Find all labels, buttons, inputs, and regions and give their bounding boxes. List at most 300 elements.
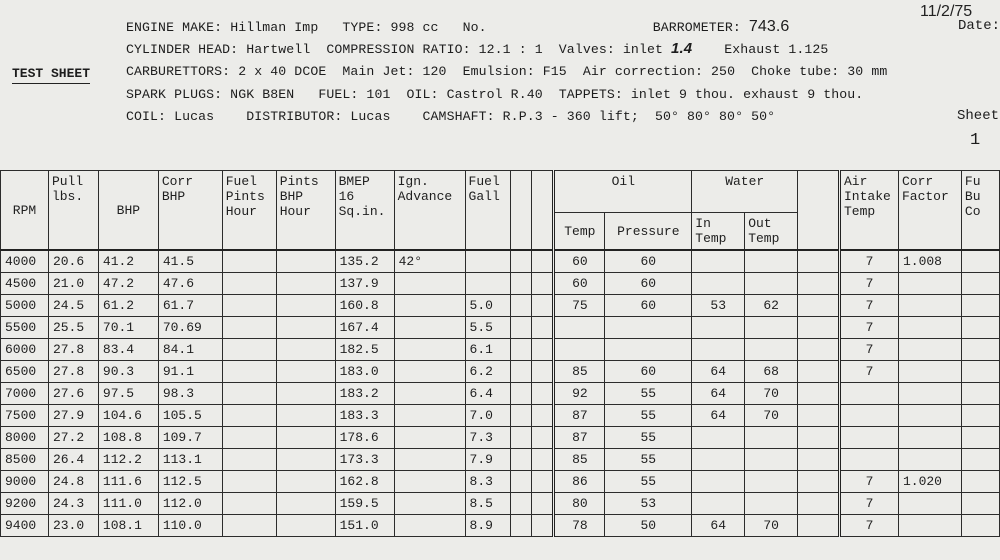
cell-otemp: 60 (554, 250, 605, 273)
date-value: 11/2/75 (920, 3, 973, 20)
type-value: 998 cc (390, 20, 439, 35)
cell-empty (532, 471, 554, 493)
cell-win (692, 339, 745, 361)
cell-pull: 27.6 (48, 383, 98, 405)
table-row (1, 295, 1000, 317)
cell-empty (798, 405, 840, 427)
cell-bmep: 182.5 (335, 339, 394, 361)
cell-win (692, 427, 745, 449)
cell-wout (745, 273, 798, 295)
cell-empty (222, 273, 276, 295)
cell-wout (745, 449, 798, 471)
col-corr-bhp: Corr BHP (158, 171, 222, 251)
cell-pull: 21.0 (48, 273, 98, 295)
cell-bmep: 183.2 (335, 383, 394, 405)
cell-bhp: 108.8 (98, 427, 158, 449)
cell-empty (510, 471, 532, 493)
cell-otemp: 78 (554, 515, 605, 537)
cell-corr: 41.5 (158, 250, 222, 273)
cell-empty (510, 383, 532, 405)
cell-empty (510, 339, 532, 361)
cell-gall: 7.3 (465, 427, 510, 449)
carb-line (126, 64, 887, 79)
cell-bhp: 108.1 (98, 515, 158, 537)
col-water: Water (692, 171, 798, 213)
cell-bhp: 47.2 (98, 273, 158, 295)
cell-corr: 112.5 (158, 471, 222, 493)
cell-empty (532, 449, 554, 471)
cell-win (692, 449, 745, 471)
cell-empty (276, 449, 335, 471)
cell-rpm: 9400 (1, 515, 49, 537)
col-rpm: RPM (1, 171, 49, 251)
cell-rpm: 6000 (1, 339, 49, 361)
cell-otemp: 85 (554, 361, 605, 383)
table-row (1, 273, 1000, 295)
cell-empty (961, 317, 999, 339)
cell-opress (605, 339, 692, 361)
cell-bhp: 97.5 (98, 383, 158, 405)
cell-wout: 68 (745, 361, 798, 383)
cell-otemp: 87 (554, 405, 605, 427)
barometer-label: BARROMETER: (652, 20, 741, 35)
cell-air (840, 383, 899, 405)
cell-pull: 27.8 (48, 339, 98, 361)
table-row (1, 383, 1000, 405)
cell-empty (510, 515, 532, 537)
cell-otemp: 60 (554, 273, 605, 295)
cell-opress: 60 (605, 295, 692, 317)
coil-line (126, 109, 775, 124)
cell-pull: 24.8 (48, 471, 98, 493)
cell-air: 7 (840, 250, 899, 273)
cell-bmep: 178.6 (335, 427, 394, 449)
cell-rpm: 5000 (1, 295, 49, 317)
col-fuel-bu: Fu Bu Co (961, 171, 999, 251)
cell-air: 7 (840, 273, 899, 295)
cell-empty (222, 250, 276, 273)
cell-empty (222, 383, 276, 405)
cell-opress: 55 (605, 427, 692, 449)
cell-rpm: 5500 (1, 317, 49, 339)
cell-empty (961, 295, 999, 317)
cell-opress: 60 (605, 361, 692, 383)
cyl-head-label: CYLINDER HEAD: (126, 42, 239, 57)
cell-pull: 27.2 (48, 427, 98, 449)
air-correction: Air correction: 250 (582, 64, 736, 79)
cell-win (692, 273, 745, 295)
valves-exhaust: Exhaust 1.125 (724, 42, 829, 57)
cell-empty (798, 317, 840, 339)
barometer-value: 743.6 (748, 18, 790, 35)
cell-rpm: 8500 (1, 449, 49, 471)
cell-cf: 1.008 (898, 250, 961, 273)
cell-win (692, 250, 745, 273)
col-air-intake: Air Intake Temp (840, 171, 899, 251)
cell-empty (222, 471, 276, 493)
cell-otemp (554, 339, 605, 361)
type-label: TYPE: (342, 20, 383, 35)
sheet-label: Sheet (957, 108, 1000, 124)
cell-ign (394, 361, 465, 383)
cell-empty (532, 427, 554, 449)
cell-wout (745, 427, 798, 449)
cell-wout (745, 493, 798, 515)
cell-air: 7 (840, 295, 899, 317)
cell-bhp: 111.6 (98, 471, 158, 493)
cell-empty (222, 515, 276, 537)
cell-ign (394, 471, 465, 493)
cell-opress: 55 (605, 383, 692, 405)
cell-pull: 24.5 (48, 295, 98, 317)
cell-gall (465, 250, 510, 273)
cell-rpm: 9000 (1, 471, 49, 493)
cell-empty (798, 361, 840, 383)
cell-opress: 60 (605, 250, 692, 273)
cell-bmep: 183.3 (335, 405, 394, 427)
cell-pull: 27.9 (48, 405, 98, 427)
cell-empty (798, 250, 840, 273)
cell-corr: 61.7 (158, 295, 222, 317)
cell-empty (222, 427, 276, 449)
cell-win (692, 493, 745, 515)
cell-opress: 55 (605, 471, 692, 493)
col-blank-1 (510, 171, 532, 251)
date-label: Date: (958, 18, 1000, 34)
cell-air: 7 (840, 361, 899, 383)
col-blank-3 (798, 171, 840, 251)
carb-value: 2 x 40 DCOE (238, 64, 327, 79)
cell-empty (222, 405, 276, 427)
cell-empty (532, 383, 554, 405)
valves-label: Valves: (558, 42, 615, 57)
cell-ign (394, 427, 465, 449)
cell-empty (532, 515, 554, 537)
engine-line (126, 18, 789, 36)
main-jet: Main Jet: 120 (342, 64, 447, 79)
cell-empty (798, 493, 840, 515)
table-row (1, 405, 1000, 427)
cell-bmep: 137.9 (335, 273, 394, 295)
cell-gall: 6.1 (465, 339, 510, 361)
cell-empty (510, 427, 532, 449)
engine-make-label: ENGINE MAKE: (126, 20, 223, 35)
cell-ign (394, 383, 465, 405)
page-title: TEST SHEET (12, 66, 90, 84)
valves-inlet-value: 1.4 (671, 40, 693, 57)
cell-gall: 6.2 (465, 361, 510, 383)
cell-empty (532, 493, 554, 515)
cell-rpm: 7000 (1, 383, 49, 405)
cell-bhp: 83.4 (98, 339, 158, 361)
cell-cf (898, 493, 961, 515)
cell-corr: 105.5 (158, 405, 222, 427)
cell-win: 64 (692, 383, 745, 405)
cell-empty (276, 427, 335, 449)
carb-label: CARBURETTORS: (126, 64, 231, 79)
cell-opress: 55 (605, 405, 692, 427)
cell-empty (961, 361, 999, 383)
cell-empty (798, 383, 840, 405)
cell-empty (276, 295, 335, 317)
cell-corr: 110.0 (158, 515, 222, 537)
distributor: DISTRIBUTOR: Lucas (246, 109, 391, 124)
cell-empty (510, 405, 532, 427)
cell-cf (898, 427, 961, 449)
cell-cf (898, 515, 961, 537)
cell-opress: 60 (605, 273, 692, 295)
cell-gall: 8.3 (465, 471, 510, 493)
coil: COIL: Lucas (126, 109, 215, 124)
cell-air (840, 405, 899, 427)
col-pull: Pull lbs. (48, 171, 98, 251)
cell-gall: 5.0 (465, 295, 510, 317)
cell-empty (222, 339, 276, 361)
cell-ign: 42° (394, 250, 465, 273)
col-bhp: BHP (98, 171, 158, 251)
valves-inlet-label: inlet (622, 42, 663, 57)
cell-empty (532, 361, 554, 383)
cell-bhp: 111.0 (98, 493, 158, 515)
cell-empty (532, 405, 554, 427)
cell-pull: 25.5 (48, 317, 98, 339)
cell-empty (222, 317, 276, 339)
cell-ign (394, 493, 465, 515)
cell-gall: 7.0 (465, 405, 510, 427)
cell-wout: 62 (745, 295, 798, 317)
cell-gall: 8.9 (465, 515, 510, 537)
table-row (1, 339, 1000, 361)
cell-empty (961, 250, 999, 273)
table-row (1, 471, 1000, 493)
cell-otemp: 85 (554, 449, 605, 471)
cell-corr: 70.69 (158, 317, 222, 339)
cell-rpm: 4500 (1, 273, 49, 295)
cylinder-line (126, 40, 828, 57)
cell-otemp: 75 (554, 295, 605, 317)
col-corr-factor: Corr Factor (898, 171, 961, 251)
col-oil-pressure: Pressure (605, 213, 692, 251)
compression-value: 12.1 : 1 (478, 42, 543, 57)
col-bmep: BMEP 16 Sq.in. (335, 171, 394, 251)
table-row (1, 493, 1000, 515)
cell-empty (532, 317, 554, 339)
col-blank-2 (532, 171, 554, 251)
tappets: TAPPETS: inlet 9 thou. exhaust 9 thou. (558, 87, 864, 102)
cell-pull: 23.0 (48, 515, 98, 537)
choke-tube: Choke tube: 30 mm (751, 64, 888, 79)
cell-empty (276, 250, 335, 273)
cell-empty (222, 361, 276, 383)
cell-pull: 27.8 (48, 361, 98, 383)
cell-ign (394, 405, 465, 427)
cell-otemp: 86 (554, 471, 605, 493)
cell-wout: 70 (745, 405, 798, 427)
cell-ign (394, 295, 465, 317)
cell-ign (394, 515, 465, 537)
cell-opress: 53 (605, 493, 692, 515)
col-fuel-gall: Fuel Gall (465, 171, 510, 251)
spark-plugs: SPARK PLUGS: NGK B8EN (126, 87, 295, 102)
cell-wout (745, 250, 798, 273)
cell-bmep: 135.2 (335, 250, 394, 273)
cell-gall (465, 273, 510, 295)
cell-empty (532, 339, 554, 361)
cell-empty (961, 515, 999, 537)
cell-cf (898, 361, 961, 383)
cell-empty (276, 273, 335, 295)
cell-rpm: 6500 (1, 361, 49, 383)
cell-cf: 1.020 (898, 471, 961, 493)
cell-air: 7 (840, 317, 899, 339)
cell-cf (898, 449, 961, 471)
cell-empty (798, 295, 840, 317)
cell-empty (276, 471, 335, 493)
cell-empty (961, 493, 999, 515)
cell-empty (961, 449, 999, 471)
col-ign: Ign. Advance (394, 171, 465, 251)
cell-rpm: 8000 (1, 427, 49, 449)
cell-bmep: 162.8 (335, 471, 394, 493)
cell-opress (605, 317, 692, 339)
cell-empty (961, 471, 999, 493)
col-water-out: Out Temp (745, 213, 798, 251)
cell-opress: 50 (605, 515, 692, 537)
cell-ign (394, 317, 465, 339)
cell-empty (532, 295, 554, 317)
cell-bhp: 90.3 (98, 361, 158, 383)
cell-wout (745, 471, 798, 493)
cell-win (692, 471, 745, 493)
sheet-number: 1 (970, 131, 981, 150)
cell-corr: 84.1 (158, 339, 222, 361)
cell-win (692, 317, 745, 339)
cell-empty (510, 295, 532, 317)
cell-gall: 6.4 (465, 383, 510, 405)
cell-pull: 20.6 (48, 250, 98, 273)
table-row (1, 317, 1000, 339)
cell-air: 7 (840, 515, 899, 537)
cell-ign (394, 449, 465, 471)
cell-empty (798, 427, 840, 449)
cell-rpm: 9200 (1, 493, 49, 515)
col-pints-bhp: Pints BHP Hour (276, 171, 335, 251)
cyl-head: Hartwell (246, 42, 311, 57)
cell-empty (798, 471, 840, 493)
cell-otemp: 80 (554, 493, 605, 515)
cell-bmep: 160.8 (335, 295, 394, 317)
cell-win: 53 (692, 295, 745, 317)
cell-empty (961, 427, 999, 449)
cell-bmep: 173.3 (335, 449, 394, 471)
cell-empty (510, 361, 532, 383)
cell-bhp: 70.1 (98, 317, 158, 339)
cell-cf (898, 317, 961, 339)
cell-empty (798, 339, 840, 361)
cell-cf (898, 295, 961, 317)
cell-bmep: 167.4 (335, 317, 394, 339)
table-row (1, 449, 1000, 471)
cell-otemp: 92 (554, 383, 605, 405)
cell-cf (898, 405, 961, 427)
cell-empty (961, 273, 999, 295)
cell-otemp (554, 317, 605, 339)
cell-cf (898, 339, 961, 361)
cell-empty (276, 361, 335, 383)
cell-air (840, 449, 899, 471)
cell-wout (745, 339, 798, 361)
cell-air: 7 (840, 471, 899, 493)
cell-empty (510, 493, 532, 515)
table-row (1, 515, 1000, 537)
sheet-header (0, 0, 1000, 160)
cell-corr: 112.0 (158, 493, 222, 515)
table-row (1, 427, 1000, 449)
cell-ign (394, 339, 465, 361)
cell-empty (798, 449, 840, 471)
cell-empty (276, 493, 335, 515)
camshaft: CAMSHAFT: R.P.3 - 360 lift; (422, 109, 639, 124)
cell-gall: 8.5 (465, 493, 510, 515)
cell-empty (961, 405, 999, 427)
cell-empty (222, 449, 276, 471)
table-row (1, 361, 1000, 383)
cell-pull: 24.3 (48, 493, 98, 515)
cell-pull: 26.4 (48, 449, 98, 471)
cell-win: 64 (692, 405, 745, 427)
cam-timing: 50° 80° 80° 50° (654, 109, 776, 124)
cell-empty (276, 383, 335, 405)
cell-cf (898, 273, 961, 295)
cell-rpm: 7500 (1, 405, 49, 427)
cell-empty (276, 405, 335, 427)
cell-cf (898, 383, 961, 405)
cell-empty (798, 515, 840, 537)
plugs-line (126, 87, 863, 102)
emulsion: Emulsion: F15 (462, 64, 567, 79)
col-fuel-pints: Fuel Pints Hour (222, 171, 276, 251)
cell-corr: 113.1 (158, 449, 222, 471)
number-label: No. (462, 20, 487, 35)
cell-bhp: 104.6 (98, 405, 158, 427)
cell-bhp: 112.2 (98, 449, 158, 471)
cell-empty (532, 250, 554, 273)
cell-empty (510, 317, 532, 339)
cell-corr: 91.1 (158, 361, 222, 383)
cell-air (840, 427, 899, 449)
cell-empty (961, 383, 999, 405)
cell-empty (222, 295, 276, 317)
cell-bhp: 61.2 (98, 295, 158, 317)
cell-bmep: 183.0 (335, 361, 394, 383)
oil-spec: OIL: Castrol R.40 (406, 87, 543, 102)
cell-empty (222, 493, 276, 515)
cell-empty (961, 339, 999, 361)
cell-empty (798, 273, 840, 295)
cell-win: 64 (692, 361, 745, 383)
engine-make: Hillman Imp (230, 20, 319, 35)
cell-empty (510, 273, 532, 295)
cell-empty (510, 250, 532, 273)
table-body (1, 250, 1000, 537)
col-oil: Oil (554, 171, 692, 213)
cell-corr: 98.3 (158, 383, 222, 405)
cell-empty (276, 317, 335, 339)
cell-wout (745, 317, 798, 339)
test-results-table (0, 170, 1000, 537)
cell-rpm: 4000 (1, 250, 49, 273)
cell-empty (510, 449, 532, 471)
